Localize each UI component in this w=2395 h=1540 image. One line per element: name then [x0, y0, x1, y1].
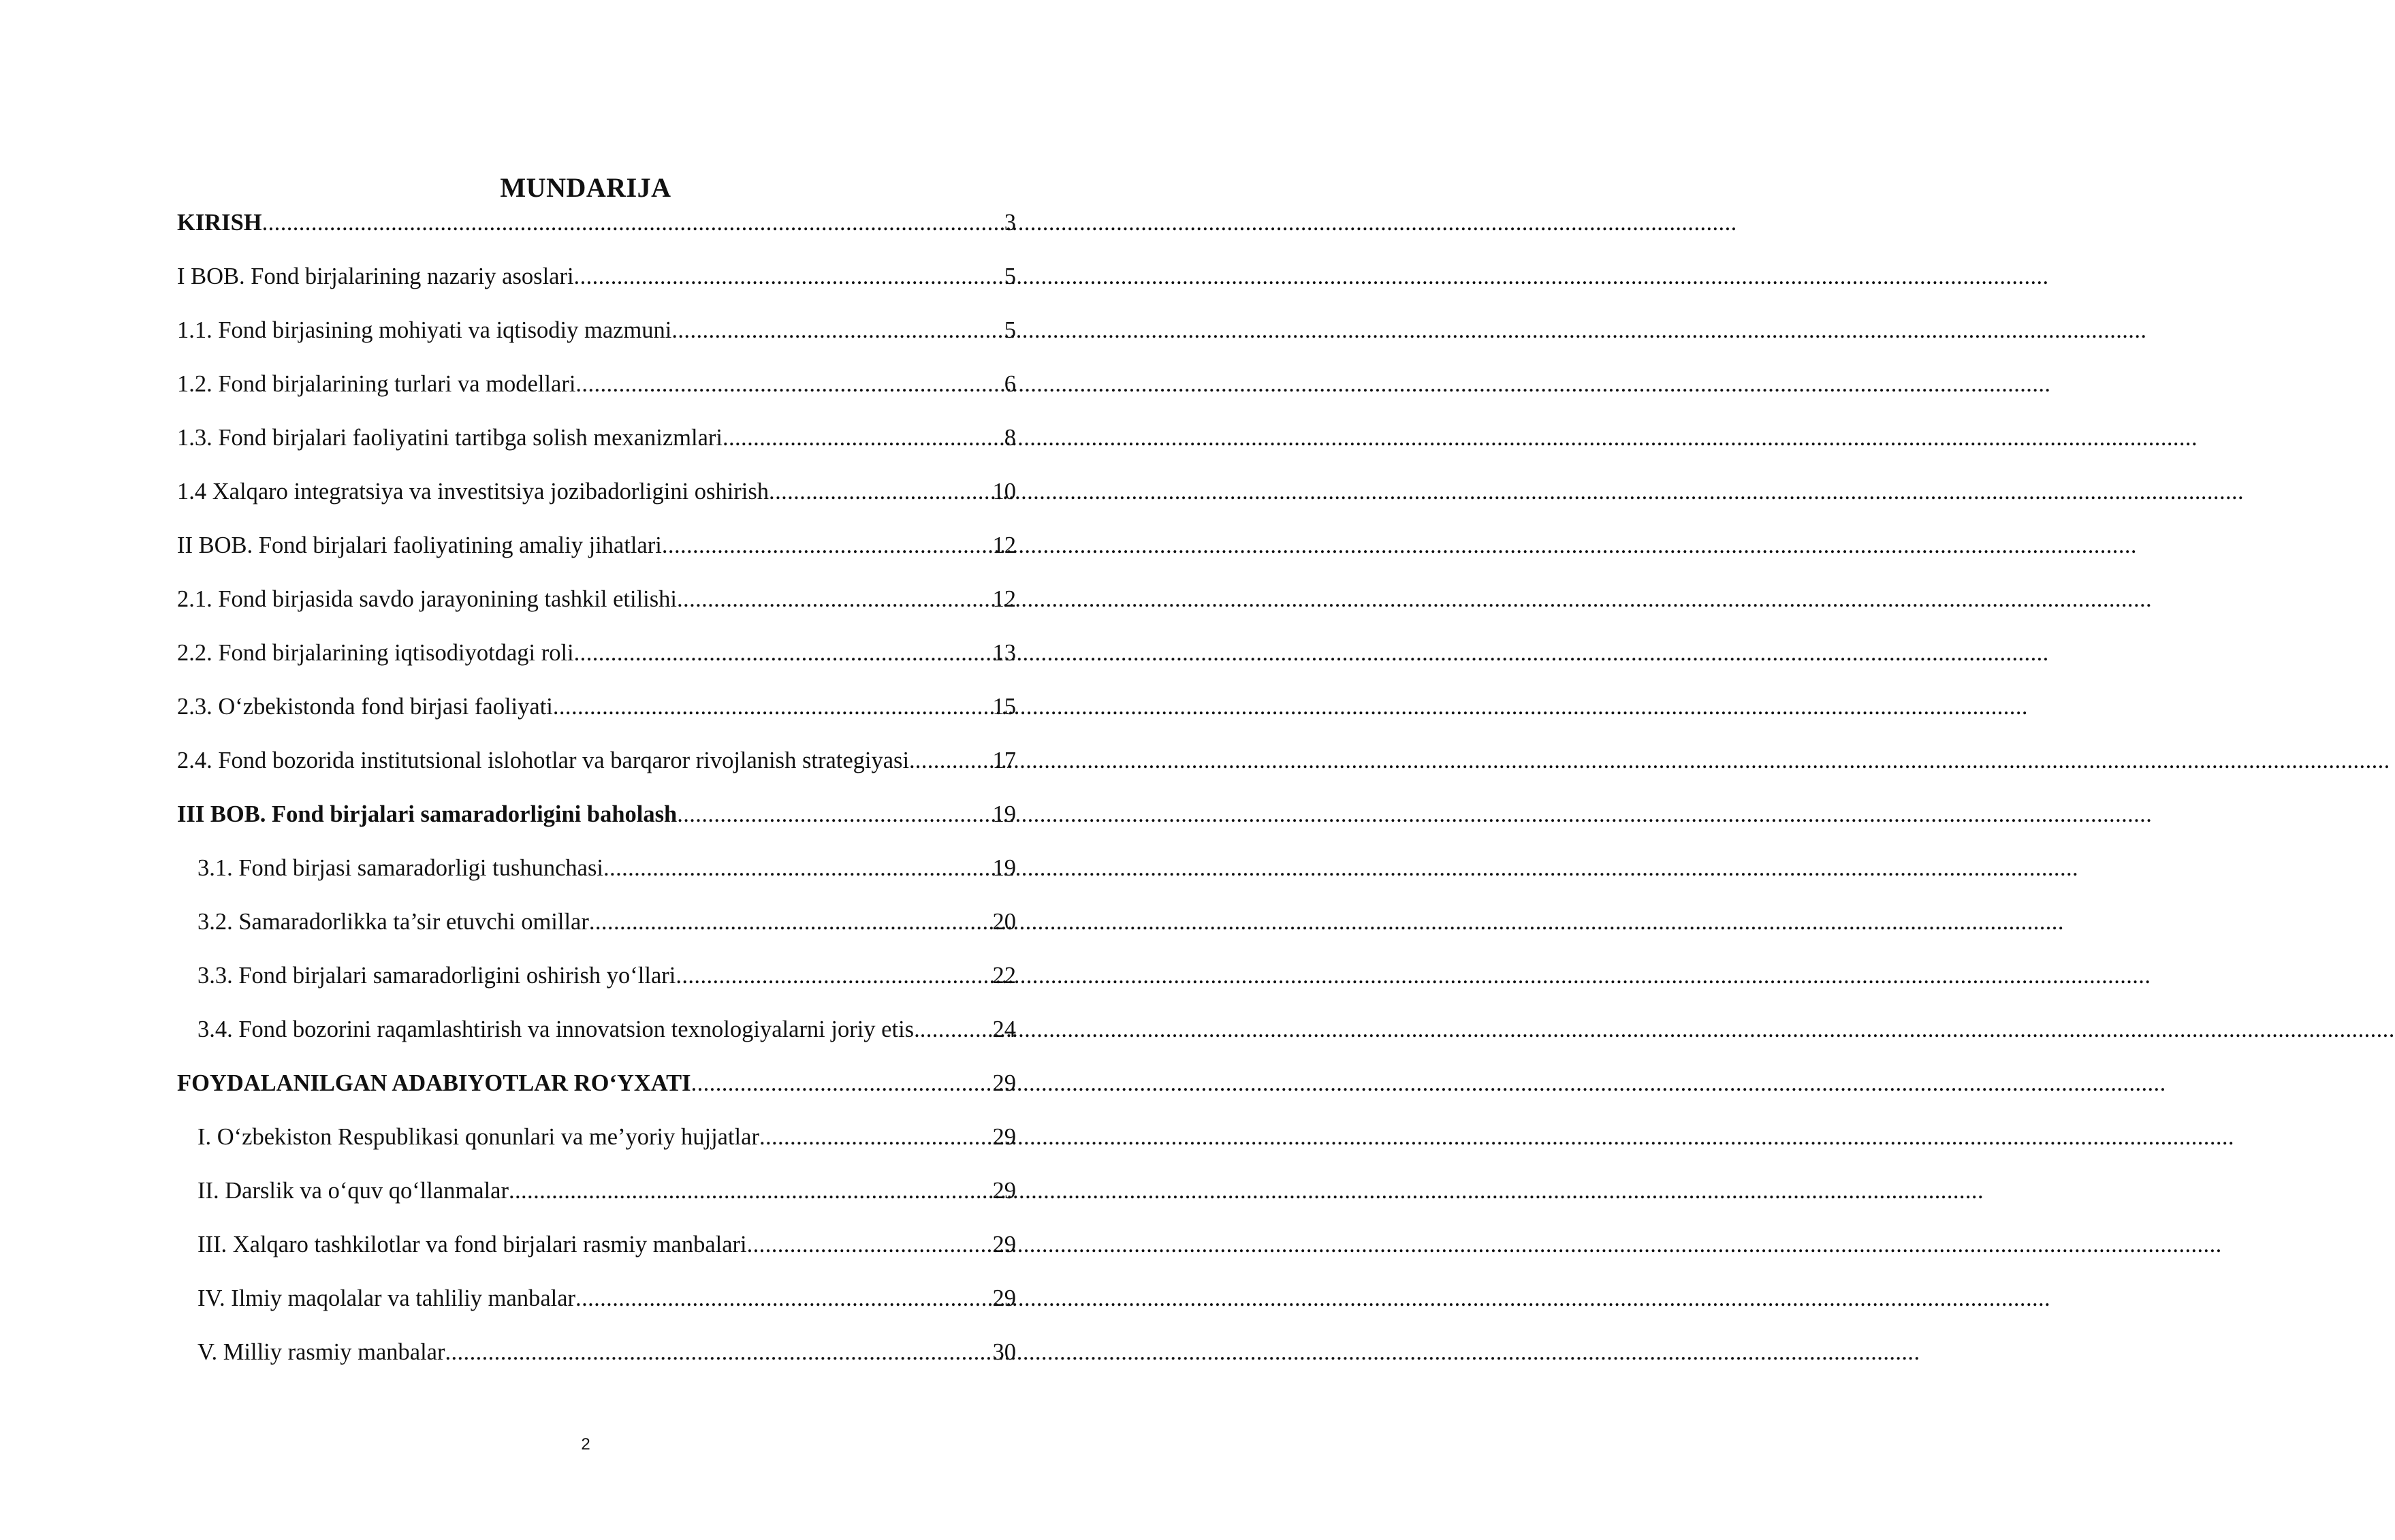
- toc-entry-page: 29: [992, 1232, 1016, 1257]
- toc-dot-leader: [920, 1012, 992, 1046]
- toc-entry-label: FOYDALANILGAN ADABIYOTLAR RO‘YXATI: [177, 1070, 691, 1096]
- toc-entry-page: 19: [992, 855, 1016, 881]
- toc-entry-page: 12: [992, 532, 1016, 558]
- toc-entry-label: III BOB. Fond birjalari samaradorligini baholash: [177, 801, 678, 827]
- toc-entry[interactable]: [177, 743, 1016, 797]
- toc-dot-leader: [747, 1228, 992, 1262]
- toc-dot-leader: [769, 475, 991, 509]
- toc-entry-label: 1.1. Fond birjasining mohiyati va iqtisodiy mazmuni: [177, 317, 672, 343]
- toc-entry-label: II BOB. Fond birjalari faoliyatining amaliy jihatlari: [177, 532, 662, 558]
- toc-entry[interactable]: [177, 1335, 1016, 1389]
- toc-dot-leader: [262, 206, 1003, 240]
- toc-entry[interactable]: [177, 1281, 1016, 1335]
- toc-entry[interactable]: [177, 1174, 1016, 1228]
- toc-dot-leader: [677, 582, 991, 616]
- toc-entry-page: 15: [992, 694, 1016, 720]
- toc-entry-page: 6: [1004, 371, 1016, 397]
- toc-entry-label: 3.1. Fond birjasi samaradorligi tushunchasi: [197, 855, 604, 881]
- toc-entry[interactable]: [177, 797, 1016, 851]
- toc-entry-page: 3: [1004, 210, 1016, 236]
- toc-entry[interactable]: [177, 690, 1016, 743]
- toc-entry-label: III. Xalqaro tashkilotlar va fond birjalari rasmiy manbalari: [197, 1232, 747, 1257]
- toc-entry-label: II. Darslik va o‘quv qo‘llanmalar: [197, 1178, 509, 1204]
- toc-dot-leader: [553, 690, 992, 724]
- toc-entry[interactable]: [177, 206, 1016, 259]
- toc-dot-leader: [603, 851, 991, 885]
- toc-entry[interactable]: [177, 421, 1016, 475]
- toc-dot-leader: [723, 421, 1003, 455]
- toc-dot-leader: [575, 367, 1002, 401]
- toc-entry-page: 29: [992, 1285, 1016, 1311]
- toc-dot-leader: [575, 1281, 991, 1315]
- toc-entry-page: 22: [992, 963, 1016, 989]
- toc-entry-label: 3.3. Fond birjalari samaradorligini oshirish yo‘llari: [197, 963, 676, 989]
- toc-entry-page: 5: [1004, 317, 1016, 343]
- document-page: [0, 0, 1090, 1540]
- toc-dot-leader: [677, 797, 991, 831]
- toc-dot-leader: [445, 1335, 991, 1369]
- toc-entry[interactable]: [177, 259, 1016, 313]
- toc-entry-page: 13: [992, 640, 1016, 666]
- toc-entry[interactable]: [177, 636, 1016, 690]
- toc-entry-label: 3.2. Samaradorlikka ta’sir etuvchi omillar: [197, 909, 589, 935]
- toc-dot-leader: [662, 528, 992, 562]
- toc-entry-label: I BOB. Fond birjalarining nazariy asoslari: [177, 263, 574, 289]
- toc-entry[interactable]: [177, 1012, 1016, 1066]
- toc-entry-label: V. Milliy rasmiy manbalar: [197, 1339, 445, 1365]
- toc-entry-page: 17: [992, 748, 1016, 773]
- toc-entry[interactable]: [177, 582, 1016, 636]
- toc-entry-page: 19: [992, 801, 1016, 827]
- toc-entry-label: I. O‘zbekiston Respublikasi qonunlari va me’yoriy hujjatlar: [197, 1124, 759, 1150]
- toc-dot-leader: [509, 1174, 992, 1208]
- toc-entry[interactable]: [177, 905, 1016, 959]
- toc-dot-leader: [574, 636, 992, 670]
- toc-entry[interactable]: [177, 528, 1016, 582]
- toc-entry-label: 2.2. Fond birjalarining iqtisodiyotdagi roli: [177, 640, 574, 666]
- toc-entry-label: 1.3. Fond birjalari faoliyatini tartibga solish mexanizmlari: [177, 425, 723, 451]
- toc-entry[interactable]: [177, 313, 1016, 367]
- toc-entry-label: KIRISH: [177, 210, 262, 236]
- toc-entry[interactable]: [177, 475, 1016, 528]
- toc-dot-leader: [671, 313, 1002, 347]
- toc-entry-page: 30: [992, 1339, 1016, 1365]
- toc-entry[interactable]: [177, 959, 1016, 1012]
- toc-entry[interactable]: [177, 367, 1016, 421]
- table-of-contents: [177, 206, 1016, 1389]
- toc-dot-leader: [676, 959, 991, 993]
- toc-entry-page: 24: [992, 1016, 1016, 1042]
- toc-entry-page: 29: [992, 1124, 1016, 1150]
- toc-entry[interactable]: [177, 1120, 1016, 1174]
- toc-entry-label: 2.4. Fond bozorida institutsional islohotlar va barqaror rivojlanish strategiyasi.: [177, 748, 915, 773]
- toc-entry-page: 12: [992, 586, 1016, 612]
- toc-entry-label: 2.1. Fond birjasida savdo jarayonining tashkil etilishi: [177, 586, 678, 612]
- toc-entry[interactable]: [177, 1228, 1016, 1281]
- toc-dot-leader: [574, 259, 1003, 293]
- toc-entry-label: 1.2. Fond birjalarining turlari va modellari: [177, 371, 576, 397]
- toc-dot-leader: [915, 743, 992, 777]
- toc-entry-label: 3.4. Fond bozorini raqamlashtirish va innovatsion texnologiyalarni joriy etis.: [197, 1016, 920, 1042]
- toc-entry-page: 20: [992, 909, 1016, 935]
- toc-entry-page: 29: [992, 1070, 1016, 1096]
- toc-entry-label: 1.4 Xalqaro integratsiya va investitsiya jozibadorligini oshirish: [177, 479, 770, 504]
- toc-entry-page: 29: [992, 1178, 1016, 1204]
- toc-entry-label: 2.3. O‘zbekistonda fond birjasi faoliyati: [177, 694, 553, 720]
- toc-dot-leader: [759, 1120, 992, 1154]
- toc-entry[interactable]: [177, 1066, 1016, 1120]
- toc-entry-page: 5: [1004, 263, 1016, 289]
- page-number: 2: [581, 1435, 590, 1454]
- toc-entry-label: IV. Ilmiy maqolalar va tahliliy manbalar: [197, 1285, 576, 1311]
- page-title: MUNDARIJA: [500, 172, 671, 203]
- toc-dot-leader: [589, 905, 992, 939]
- toc-entry-page: 8: [1004, 425, 1016, 451]
- toc-dot-leader: [691, 1066, 992, 1100]
- toc-entry[interactable]: [177, 851, 1016, 905]
- toc-entry-page: 10: [992, 479, 1016, 504]
